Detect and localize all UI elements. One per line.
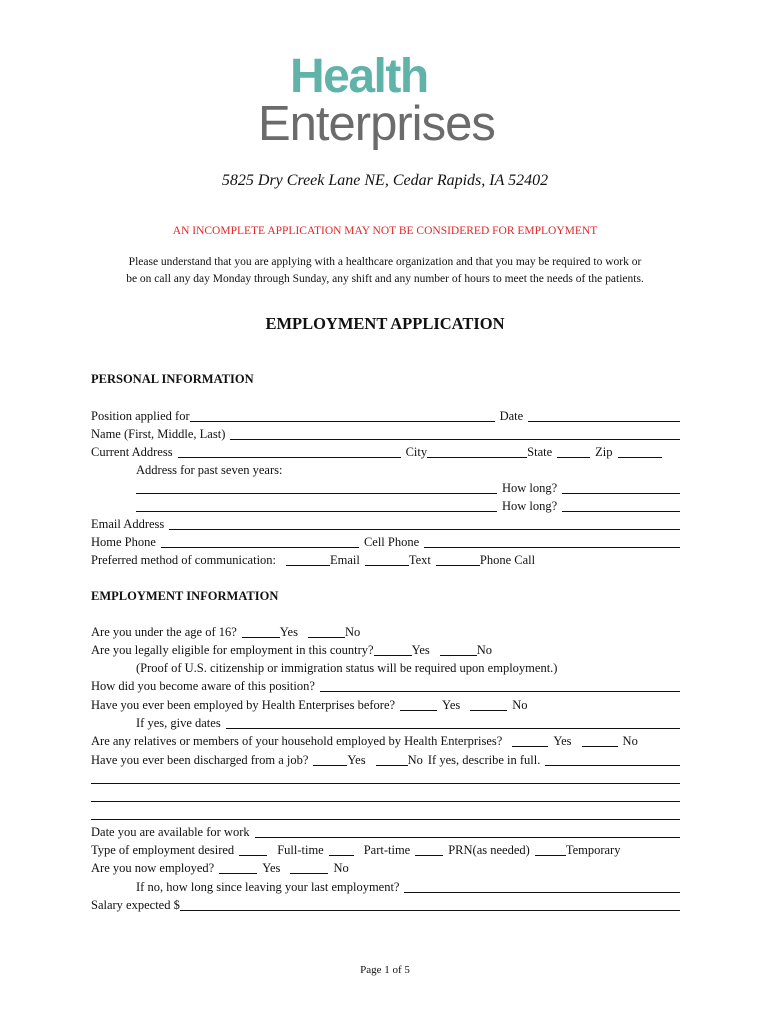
now-employed-row bbox=[91, 858, 680, 876]
discharged-no-label: No bbox=[407, 753, 423, 767]
eligible-yes-blank[interactable] bbox=[374, 643, 412, 656]
how-long-field-1[interactable] bbox=[562, 481, 680, 494]
eligible-label: Are you legally eligible for employment in this country? bbox=[91, 643, 374, 657]
now-employed-no-label: No bbox=[333, 861, 349, 875]
position-field[interactable] bbox=[190, 409, 495, 422]
page-title: EMPLOYMENT APPLICATION bbox=[265, 314, 505, 333]
name-label: Name (First, Middle, Last) bbox=[91, 427, 226, 441]
zip-label: Zip bbox=[595, 445, 613, 459]
since-leaving-field[interactable] bbox=[404, 880, 680, 893]
discharged-yes-label: Yes bbox=[347, 753, 366, 767]
incomplete-warning: AN INCOMPLETE APPLICATION MAY NOT BE CONSIDERED FOR EMPLOYMENT bbox=[172, 225, 598, 237]
relatives-no-blank[interactable] bbox=[582, 734, 618, 747]
eligible-no-blank[interactable] bbox=[440, 643, 477, 656]
under-16-yes-blank[interactable] bbox=[242, 625, 280, 638]
now-employed-label: Are you now employed? bbox=[91, 861, 215, 875]
position-label: Position applied for bbox=[91, 409, 190, 423]
employed-before-row bbox=[91, 695, 680, 713]
describe-label: If yes, describe in full. bbox=[427, 753, 541, 767]
relatives-no-label: No bbox=[622, 734, 638, 748]
now-employed-no-blank[interactable] bbox=[290, 861, 328, 874]
since-leaving-label: If no, how long since leaving your last employment? bbox=[136, 880, 400, 894]
employed-before-no-blank[interactable] bbox=[470, 698, 507, 711]
past-address-field-1[interactable] bbox=[136, 481, 497, 494]
describe-line-2[interactable] bbox=[91, 801, 680, 802]
give-dates-label: If yes, give dates bbox=[136, 716, 221, 730]
under-16-yes-label: Yes bbox=[279, 625, 298, 639]
past-address-line-1 bbox=[136, 478, 680, 496]
employed-before-yes-label: Yes bbox=[442, 698, 461, 712]
salary-field[interactable] bbox=[180, 898, 680, 911]
email-row bbox=[91, 514, 680, 532]
discharged-row bbox=[91, 750, 680, 768]
fulltime-label: Full-time bbox=[277, 843, 324, 857]
aware-field[interactable] bbox=[320, 679, 680, 692]
email-option-label: Email bbox=[330, 553, 360, 567]
employment-info-heading: EMPLOYMENT INFORMATION bbox=[91, 589, 279, 603]
state-label: State bbox=[527, 445, 553, 459]
preferred-contact-label: Preferred method of communication: bbox=[91, 553, 277, 567]
eligible-no-label: No bbox=[476, 643, 493, 657]
relatives-yes-label: Yes bbox=[553, 734, 572, 748]
logo-enterprises-text: Enterprises bbox=[258, 97, 495, 151]
email-label: Email Address bbox=[91, 517, 165, 531]
email-field[interactable] bbox=[169, 517, 680, 530]
proof-note: (Proof of U.S. citizenship or immigration status will be required upon employment.) bbox=[136, 661, 558, 675]
city-label: City bbox=[405, 445, 428, 459]
eligible-yes-label: Yes bbox=[411, 643, 430, 657]
describe-line-3[interactable] bbox=[91, 819, 680, 820]
name-row bbox=[91, 424, 680, 442]
discharged-label: Have you ever been discharged from a job? bbox=[91, 753, 309, 767]
phone-option-blank[interactable] bbox=[436, 553, 480, 566]
relatives-yes-blank[interactable] bbox=[512, 734, 548, 747]
temporary-label: Temporary bbox=[565, 843, 621, 857]
fulltime-blank[interactable] bbox=[239, 843, 267, 856]
eligible-row bbox=[91, 640, 680, 658]
now-employed-yes-blank[interactable] bbox=[219, 861, 257, 874]
prn-label: PRN(as needed) bbox=[448, 843, 530, 857]
text-option-label: Text bbox=[408, 553, 431, 567]
parttime-blank[interactable] bbox=[329, 843, 354, 856]
state-field[interactable] bbox=[557, 445, 590, 458]
give-dates-field[interactable] bbox=[226, 716, 680, 729]
intro-paragraph bbox=[0, 254, 770, 288]
phone-option-label: Phone Call bbox=[479, 553, 536, 567]
date-field[interactable] bbox=[528, 409, 680, 422]
employment-type-label: Type of employment desired bbox=[91, 843, 235, 857]
describe-field[interactable] bbox=[545, 753, 680, 766]
page-number: Page 1 of 5 bbox=[360, 964, 410, 976]
health-enterprises-logo bbox=[258, 50, 518, 166]
relatives-label: Are any relatives or members of your household employed by Health Enterprises? bbox=[91, 734, 503, 748]
name-field[interactable] bbox=[230, 427, 680, 440]
employment-type-row bbox=[91, 840, 680, 858]
how-long-field-2[interactable] bbox=[562, 499, 680, 512]
under-16-label: Are you under the age of 16? bbox=[91, 625, 237, 639]
intro-line-1: Please understand that you are applying with a healthcare organization and that you may be required to work or bbox=[128, 256, 642, 268]
salary-label: Salary expected $ bbox=[91, 898, 180, 912]
logo-health-text: Health bbox=[290, 50, 428, 103]
available-field[interactable] bbox=[255, 825, 680, 838]
zip-field[interactable] bbox=[618, 445, 662, 458]
past-address-label: Address for past seven years: bbox=[136, 463, 283, 477]
personal-info-heading: PERSONAL INFORMATION bbox=[91, 372, 254, 386]
past-address-field-2[interactable] bbox=[136, 499, 497, 512]
aware-row bbox=[91, 676, 680, 694]
text-option-blank[interactable] bbox=[365, 553, 409, 566]
city-field[interactable] bbox=[427, 445, 527, 458]
employed-before-label: Have you ever been employed by Health Enterprises before? bbox=[91, 698, 396, 712]
since-leaving-row bbox=[136, 877, 680, 895]
preferred-contact-row bbox=[91, 550, 680, 568]
temporary-blank[interactable] bbox=[535, 843, 566, 856]
current-address-field[interactable] bbox=[178, 445, 401, 458]
past-address-line-2 bbox=[136, 496, 680, 514]
phone-row bbox=[91, 532, 680, 550]
under-16-row bbox=[91, 622, 680, 640]
available-label: Date you are available for work bbox=[91, 825, 250, 839]
home-phone-field[interactable] bbox=[161, 535, 359, 548]
discharged-yes-blank[interactable] bbox=[313, 753, 347, 766]
current-address-label: Current Address bbox=[91, 445, 173, 459]
how-long-label-2: How long? bbox=[502, 499, 558, 513]
discharged-no-blank[interactable] bbox=[376, 753, 408, 766]
under-16-no-label: No bbox=[344, 625, 361, 639]
parttime-label: Part-time bbox=[363, 843, 411, 857]
how-long-label-1: How long? bbox=[502, 481, 558, 495]
prn-blank[interactable] bbox=[415, 843, 443, 856]
aware-label: How did you become aware of this position? bbox=[91, 679, 315, 693]
give-dates-row bbox=[136, 713, 680, 731]
employed-before-yes-blank[interactable] bbox=[400, 698, 437, 711]
cell-phone-label: Cell Phone bbox=[363, 535, 420, 549]
intro-line-2: be on call any day Monday through Sunday, any shift and any number of hours to meet the needs of the patients. bbox=[126, 273, 644, 285]
available-row bbox=[91, 822, 680, 840]
email-option-blank[interactable] bbox=[286, 553, 330, 566]
cell-phone-field[interactable] bbox=[424, 535, 680, 548]
salary-row bbox=[91, 895, 680, 913]
proof-row bbox=[136, 658, 680, 676]
describe-line-1[interactable] bbox=[91, 783, 680, 784]
home-phone-label: Home Phone bbox=[91, 535, 156, 549]
past-address-row bbox=[136, 460, 680, 478]
company-address: 5825 Dry Creek Lane NE, Cedar Rapids, IA 52402 bbox=[221, 172, 549, 189]
relatives-row bbox=[91, 731, 680, 749]
position-row bbox=[91, 406, 680, 424]
current-address-row bbox=[91, 442, 680, 460]
now-employed-yes-label: Yes bbox=[262, 861, 281, 875]
employed-before-no-label: No bbox=[512, 698, 528, 712]
under-16-no-blank[interactable] bbox=[308, 625, 345, 638]
date-label: Date bbox=[499, 409, 524, 423]
